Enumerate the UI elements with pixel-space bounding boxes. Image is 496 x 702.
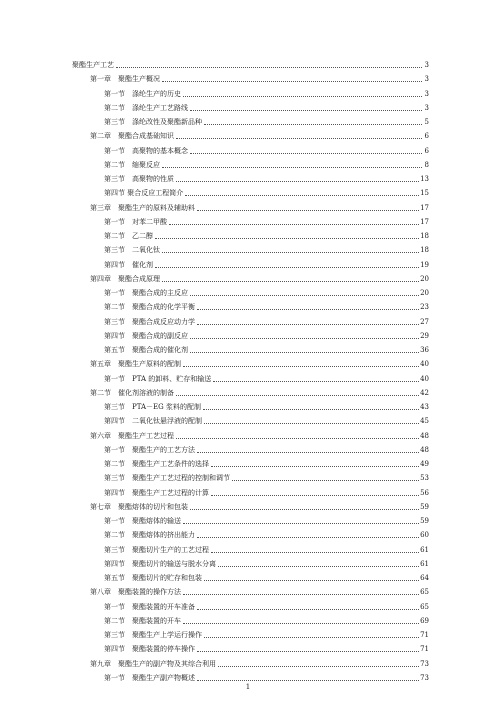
toc-entry[interactable] xyxy=(104,558,429,569)
dot-leader xyxy=(155,237,419,239)
toc-entry-page: 42 xyxy=(420,388,429,397)
dot-leader xyxy=(218,665,419,667)
dot-leader xyxy=(183,365,419,367)
toc-entry[interactable] xyxy=(104,330,429,341)
toc-entry[interactable] xyxy=(104,316,429,327)
toc-entry-page: 73 xyxy=(420,659,429,668)
dot-leader xyxy=(116,66,422,68)
toc-entry[interactable] xyxy=(104,601,429,612)
toc-entry-title: 第一节 聚酯生产的工艺方法 xyxy=(104,445,195,454)
toc-entry-title: 第五章 聚酯生产原料的配制 xyxy=(90,360,181,369)
toc-entry[interactable] xyxy=(104,401,429,412)
toc-entry-title: 第四节 聚酯切片的输送与脱水分离 xyxy=(104,559,216,568)
toc-entry-title: 第四章 聚酯合成原理 xyxy=(90,274,160,283)
toc-entry-title: 第四节 聚酯装置的停车操作 xyxy=(104,645,195,654)
toc-entry-title: 第三节 涤纶改性及聚酯新品种 xyxy=(104,118,202,126)
toc-entry-page: 3 xyxy=(424,75,429,84)
dot-leader xyxy=(190,294,419,296)
dot-leader xyxy=(176,137,422,139)
toc-entry-title: 第二节 聚酯合成的化学平衡 xyxy=(104,303,195,312)
toc-entry-title: 第三节 二氧化钛 xyxy=(104,246,160,255)
toc-entry[interactable] xyxy=(104,244,429,255)
toc-entry-page: 49 xyxy=(420,460,429,468)
toc-entry[interactable] xyxy=(90,430,429,441)
toc-entry-title: 第一节 聚酯合成的主反应 xyxy=(104,289,188,297)
toc-entry[interactable] xyxy=(90,358,429,369)
dot-leader xyxy=(176,437,419,439)
toc-entry-page: 23 xyxy=(420,303,429,312)
toc-entry-page: 61 xyxy=(420,545,429,554)
toc-entry-page: 45 xyxy=(420,417,429,426)
toc-entry[interactable] xyxy=(104,287,429,298)
toc-entry[interactable] xyxy=(104,615,429,626)
toc-entry-title: 第六章 聚酯生产工艺过程 xyxy=(90,431,174,440)
toc-entry-title: 第二节 催化剂溶液的制备 xyxy=(90,388,174,397)
toc-entry-title: 第二节 聚酯生产工艺条件的选择 xyxy=(104,460,209,468)
toc-entry-page: 20 xyxy=(420,274,429,283)
dot-leader xyxy=(183,522,419,524)
toc-entry[interactable] xyxy=(104,102,429,113)
toc-entry[interactable] xyxy=(104,544,429,555)
toc-entry-page: 3 xyxy=(424,103,429,112)
toc-entry-page: 65 xyxy=(420,588,429,597)
toc-entry-title: 第四节 聚酯合成的副反应 xyxy=(104,331,188,340)
toc-entry-page: 6 xyxy=(424,132,429,141)
dot-leader xyxy=(176,394,419,396)
toc-entry[interactable] xyxy=(104,88,429,99)
toc-entry[interactable] xyxy=(90,387,429,398)
toc-entry-title: 第一章 聚酯生产概况 xyxy=(90,75,160,84)
dot-leader xyxy=(185,194,419,196)
toc-entry-title: 第一节 聚酯生产副产物概述 xyxy=(104,673,195,682)
toc-entry-title: 第三章 聚酯生产的原料及辅助料 xyxy=(90,203,195,212)
toc-entry[interactable] xyxy=(104,643,429,654)
dot-leader xyxy=(190,508,419,510)
toc-entry-title: 第三节 PTA－EG 浆料的配制 xyxy=(104,403,201,411)
toc-entry-page: 29 xyxy=(420,331,429,340)
dot-leader xyxy=(190,337,419,339)
toc-entry[interactable] xyxy=(90,130,429,141)
toc-entry-page: 56 xyxy=(420,488,429,497)
dot-leader xyxy=(176,180,419,182)
dot-leader xyxy=(162,280,419,282)
dot-leader xyxy=(155,266,419,268)
toc-entry[interactable] xyxy=(90,501,429,512)
toc-entry-title: 第三节 聚酯生产上学运行操作 xyxy=(104,631,202,639)
toc-entry-title: 聚酯生产工艺 xyxy=(72,61,114,69)
toc-entry-title: 第五节 聚酯合成的催化剂 xyxy=(104,346,188,354)
toc-entry-title: 第三节 高聚物的性质 xyxy=(104,175,174,183)
toc-entry-title: 第四节 聚酯生产工艺过程的计算 xyxy=(104,488,209,497)
toc-entry[interactable] xyxy=(104,629,429,640)
toc-entry-title: 第四节 聚合反应工程简介 xyxy=(104,189,184,198)
toc-entry-title: 第一节 聚酯装置的开车准备 xyxy=(104,602,195,611)
toc-entry-page: 27 xyxy=(420,317,429,326)
toc-entry-page: 65 xyxy=(420,602,429,611)
toc-entry-title: 第四节 二氧化钛悬浮液的配制 xyxy=(104,417,202,426)
toc-entry-title: 第四节 催化剂 xyxy=(104,260,153,269)
toc-entry[interactable] xyxy=(104,187,429,198)
toc-entry-page: 40 xyxy=(420,374,429,383)
toc-entry-page: 61 xyxy=(420,559,429,568)
toc-entry-title: 第一节 聚酯熔体的输送 xyxy=(104,517,181,525)
toc-entry[interactable] xyxy=(104,444,429,455)
toc-entry-page: 18 xyxy=(420,246,429,255)
toc-entry-title: 第七章 聚酯熔体的切片和包装 xyxy=(90,502,188,511)
toc-entry[interactable] xyxy=(90,273,429,284)
toc-entry-page: 15 xyxy=(420,189,429,198)
toc-entry-title: 第二节 乙二醇 xyxy=(104,232,153,240)
toc-entry[interactable] xyxy=(104,344,429,355)
dot-leader xyxy=(218,565,419,567)
toc-entry[interactable] xyxy=(104,529,429,540)
dot-leader xyxy=(204,636,419,638)
dot-leader xyxy=(197,679,419,681)
toc-entry-page: 71 xyxy=(420,631,429,639)
toc-entry-page: 36 xyxy=(420,346,429,354)
dot-leader xyxy=(197,608,419,610)
toc-entry[interactable] xyxy=(104,116,429,127)
dot-leader xyxy=(190,152,422,154)
toc-entry-page: 40 xyxy=(420,360,429,369)
toc-entry[interactable] xyxy=(104,415,429,426)
toc-entry[interactable] xyxy=(90,73,429,84)
dot-leader xyxy=(197,536,419,538)
toc-entry-page: 19 xyxy=(420,260,429,269)
dot-leader xyxy=(190,109,422,111)
toc-entry-title: 第一节 高聚物的基本概念 xyxy=(104,146,188,155)
toc-entry[interactable] xyxy=(104,672,429,683)
toc-entry-page: 17 xyxy=(420,203,429,212)
toc-entry[interactable] xyxy=(104,301,429,312)
dot-leader xyxy=(204,422,419,424)
dot-leader xyxy=(197,451,419,453)
dot-leader xyxy=(183,95,422,97)
toc-entry[interactable] xyxy=(104,515,429,526)
toc-entry-page: 13 xyxy=(420,175,429,183)
toc-entry-title: 第二章 聚酯合成基础知识 xyxy=(90,132,174,141)
dot-leader xyxy=(197,209,419,211)
dot-leader xyxy=(204,123,422,125)
toc-entry-page: 20 xyxy=(420,289,429,297)
dot-leader xyxy=(162,166,422,168)
toc-entry-page: 8 xyxy=(424,160,429,169)
toc-entry-title: 第三节 聚酯切片生产的工艺过程 xyxy=(104,545,209,554)
dot-leader xyxy=(204,579,419,581)
toc-entry-page: 6 xyxy=(424,146,429,155)
toc-entry[interactable] xyxy=(104,145,429,156)
dot-leader xyxy=(211,465,419,467)
toc-entry-page: 69 xyxy=(420,616,429,625)
toc-entry[interactable] xyxy=(104,472,429,483)
toc-entry-page: 48 xyxy=(420,431,429,440)
toc-entry[interactable] xyxy=(104,230,429,241)
dot-leader xyxy=(162,80,422,82)
toc-entry-title: 第一节 PTA 的卸料、贮存和输送 xyxy=(104,374,212,383)
toc-entry-title: 第二节 聚酯装置的开车 xyxy=(104,616,181,625)
dot-leader xyxy=(197,308,419,310)
dot-leader xyxy=(211,494,419,496)
dot-leader xyxy=(183,622,419,624)
toc-entry[interactable] xyxy=(104,373,429,384)
toc-entry-page: 18 xyxy=(420,232,429,240)
toc-entry-page: 43 xyxy=(420,403,429,411)
toc-entry-title: 第五节 聚酯切片的贮存和包装 xyxy=(104,574,202,582)
toc-entry-page: 73 xyxy=(420,673,429,682)
toc-entry-page: 53 xyxy=(420,474,429,483)
dot-leader xyxy=(211,551,419,553)
toc-entry-title: 第二节 缩聚反应 xyxy=(104,160,160,169)
dot-leader xyxy=(169,223,419,225)
dot-leader xyxy=(183,593,419,595)
toc-entry-page: 48 xyxy=(420,445,429,454)
toc-entry[interactable] xyxy=(104,159,429,170)
dot-leader xyxy=(213,380,419,382)
dot-leader xyxy=(232,479,419,481)
toc-entry-page: 59 xyxy=(420,517,429,525)
toc-entry-title: 第二节 涤纶生产工艺路线 xyxy=(104,103,188,112)
dot-leader xyxy=(197,323,419,325)
dot-leader xyxy=(190,351,419,353)
toc-entry-page: 17 xyxy=(420,217,429,226)
toc-entry-page: 59 xyxy=(420,502,429,511)
toc-entry-page: 3 xyxy=(424,61,429,69)
toc-entry[interactable] xyxy=(104,216,429,227)
toc-entry[interactable] xyxy=(90,202,429,213)
toc-entry[interactable] xyxy=(104,458,429,469)
toc-entry[interactable] xyxy=(104,572,429,583)
toc-entry-page: 64 xyxy=(420,574,429,582)
page-number: 1 xyxy=(245,683,251,691)
toc-entry-title: 第三节 聚酯生产工艺过程的控制和调节 xyxy=(104,474,230,483)
toc-entry-page: 71 xyxy=(420,645,429,654)
toc-entry-page: 5 xyxy=(424,118,429,126)
toc-entry[interactable] xyxy=(72,59,429,70)
toc-entry[interactable] xyxy=(90,658,429,669)
toc-entry[interactable] xyxy=(104,259,429,270)
toc-entry-title: 第三节 聚酯合成反应动力学 xyxy=(104,317,195,326)
toc-entry[interactable] xyxy=(104,173,429,184)
toc-entry[interactable] xyxy=(90,586,429,597)
toc-entry-page: 3 xyxy=(424,89,429,98)
toc-entry-title: 第一节 对苯二甲酸 xyxy=(104,217,167,226)
dot-leader xyxy=(162,251,419,253)
toc-entry-page: 60 xyxy=(420,531,429,540)
dot-leader xyxy=(203,408,419,410)
dot-leader xyxy=(197,650,419,652)
toc-entry-title: 第九章 聚酯生产的副产物及其综合利用 xyxy=(90,659,216,668)
toc-entry-title: 第八章 聚酯装置的操作方法 xyxy=(90,588,181,597)
toc-entry[interactable] xyxy=(104,487,429,498)
toc-entry-title: 第一节 涤纶生产的历史 xyxy=(104,89,181,98)
toc-entry-title: 第二节 聚酯熔体的挤出能力 xyxy=(104,531,195,540)
